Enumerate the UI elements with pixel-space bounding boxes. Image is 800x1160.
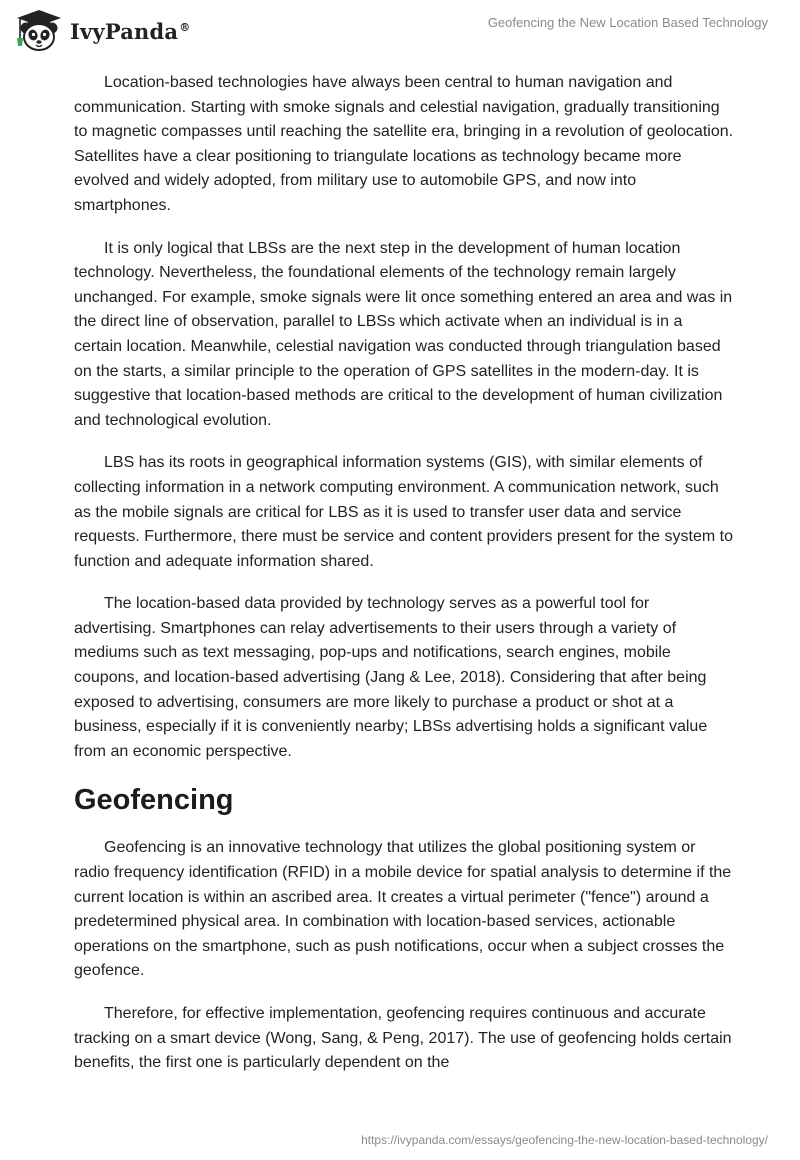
registered-mark: ® [179, 20, 191, 34]
document-title: Geofencing the New Location Based Technology [487, 15, 768, 30]
panda-graduate-icon [14, 8, 64, 54]
ivypanda-logo[interactable] [14, 8, 190, 54]
paragraph: The location-based data provided by technology serves as a powerful tool for advertising. Smartphones can relay advertisements to their users through a variety of mediums such as text messaging, pop-ups and notifications, search engines, mobile coupons, and location-based advertising (Jang & Lee, 2018). Considering that after being exposed to advertising, consumers are more likely to purchase a product or shot at a business, especially if it is conveniently nearby; LBSs advertising holds a significant value from an economic perspective. [74, 595, 708, 760]
paragraph: Therefore, for effective implementation, geofencing requires continuous and accurate tracking on a smart device (Wong, Sang, & Peng, 2017). The use of geofencing holds certain benefits, the first one is particularly dependent on the [74, 1005, 732, 1072]
section-heading-geofencing: Geofencing [74, 784, 234, 817]
paragraph: Location-based technologies have always been central to human navigation and communication. Starting with smoke signals and celestial navigation, gradually transitioning to magnetic compasses until reaching the satellite era, bringing in a revolution of geolocation. Satellites have a clear positioning to triangulate locations as technology became more evolved and widely adopted, from military use to automobile GPS, and now into smartphones. [74, 74, 734, 214]
essay-body [74, 71, 734, 1094]
paragraph: Geofencing is an innovative technology that utilizes the global positioning system or radio frequency identification (RFID) in a mobile device for spatial analysis to determine if the current location is within an ascribed area. It creates a virtual perimeter ("fence") around a predetermined physical area. In combination with location-based services, actionable operations on the smartphone, such as push notifications, occur when a subject crosses the geofence. [74, 839, 732, 980]
source-url-link[interactable]: https://ivypanda.com/essays/geofencing-the-new-location-based-technology/ [361, 1133, 768, 1147]
page-header [0, 0, 800, 60]
paragraph: It is only logical that LBSs are the next step in the development of human location technology. Nevertheless, the foundational elements of the technology remain largely unchanged. For example, smoke signals were lit once something entered an area and was in the direct line of observation, parallel to LBSs which activate when an individual is in a certain location. Meanwhile, celestial navigation was conducted through triangulation based on the starts, a similar principle to the operation of GPS satellites in the modern-day. It is suggestive that location-based methods are critical to the development of human civilization and technological evolution. [74, 239, 733, 429]
paragraph: LBS has its roots in geographical information systems (GIS), with similar elements of collecting information in a network computing environment. A communication network, such as the mobile signals are critical for LBS as it is used to transfer user data and service requests. Furthermore, there must be service and content providers present for the system to function and adequate information shared. [74, 454, 733, 570]
brand-name: IvyPanda® [70, 18, 191, 44]
